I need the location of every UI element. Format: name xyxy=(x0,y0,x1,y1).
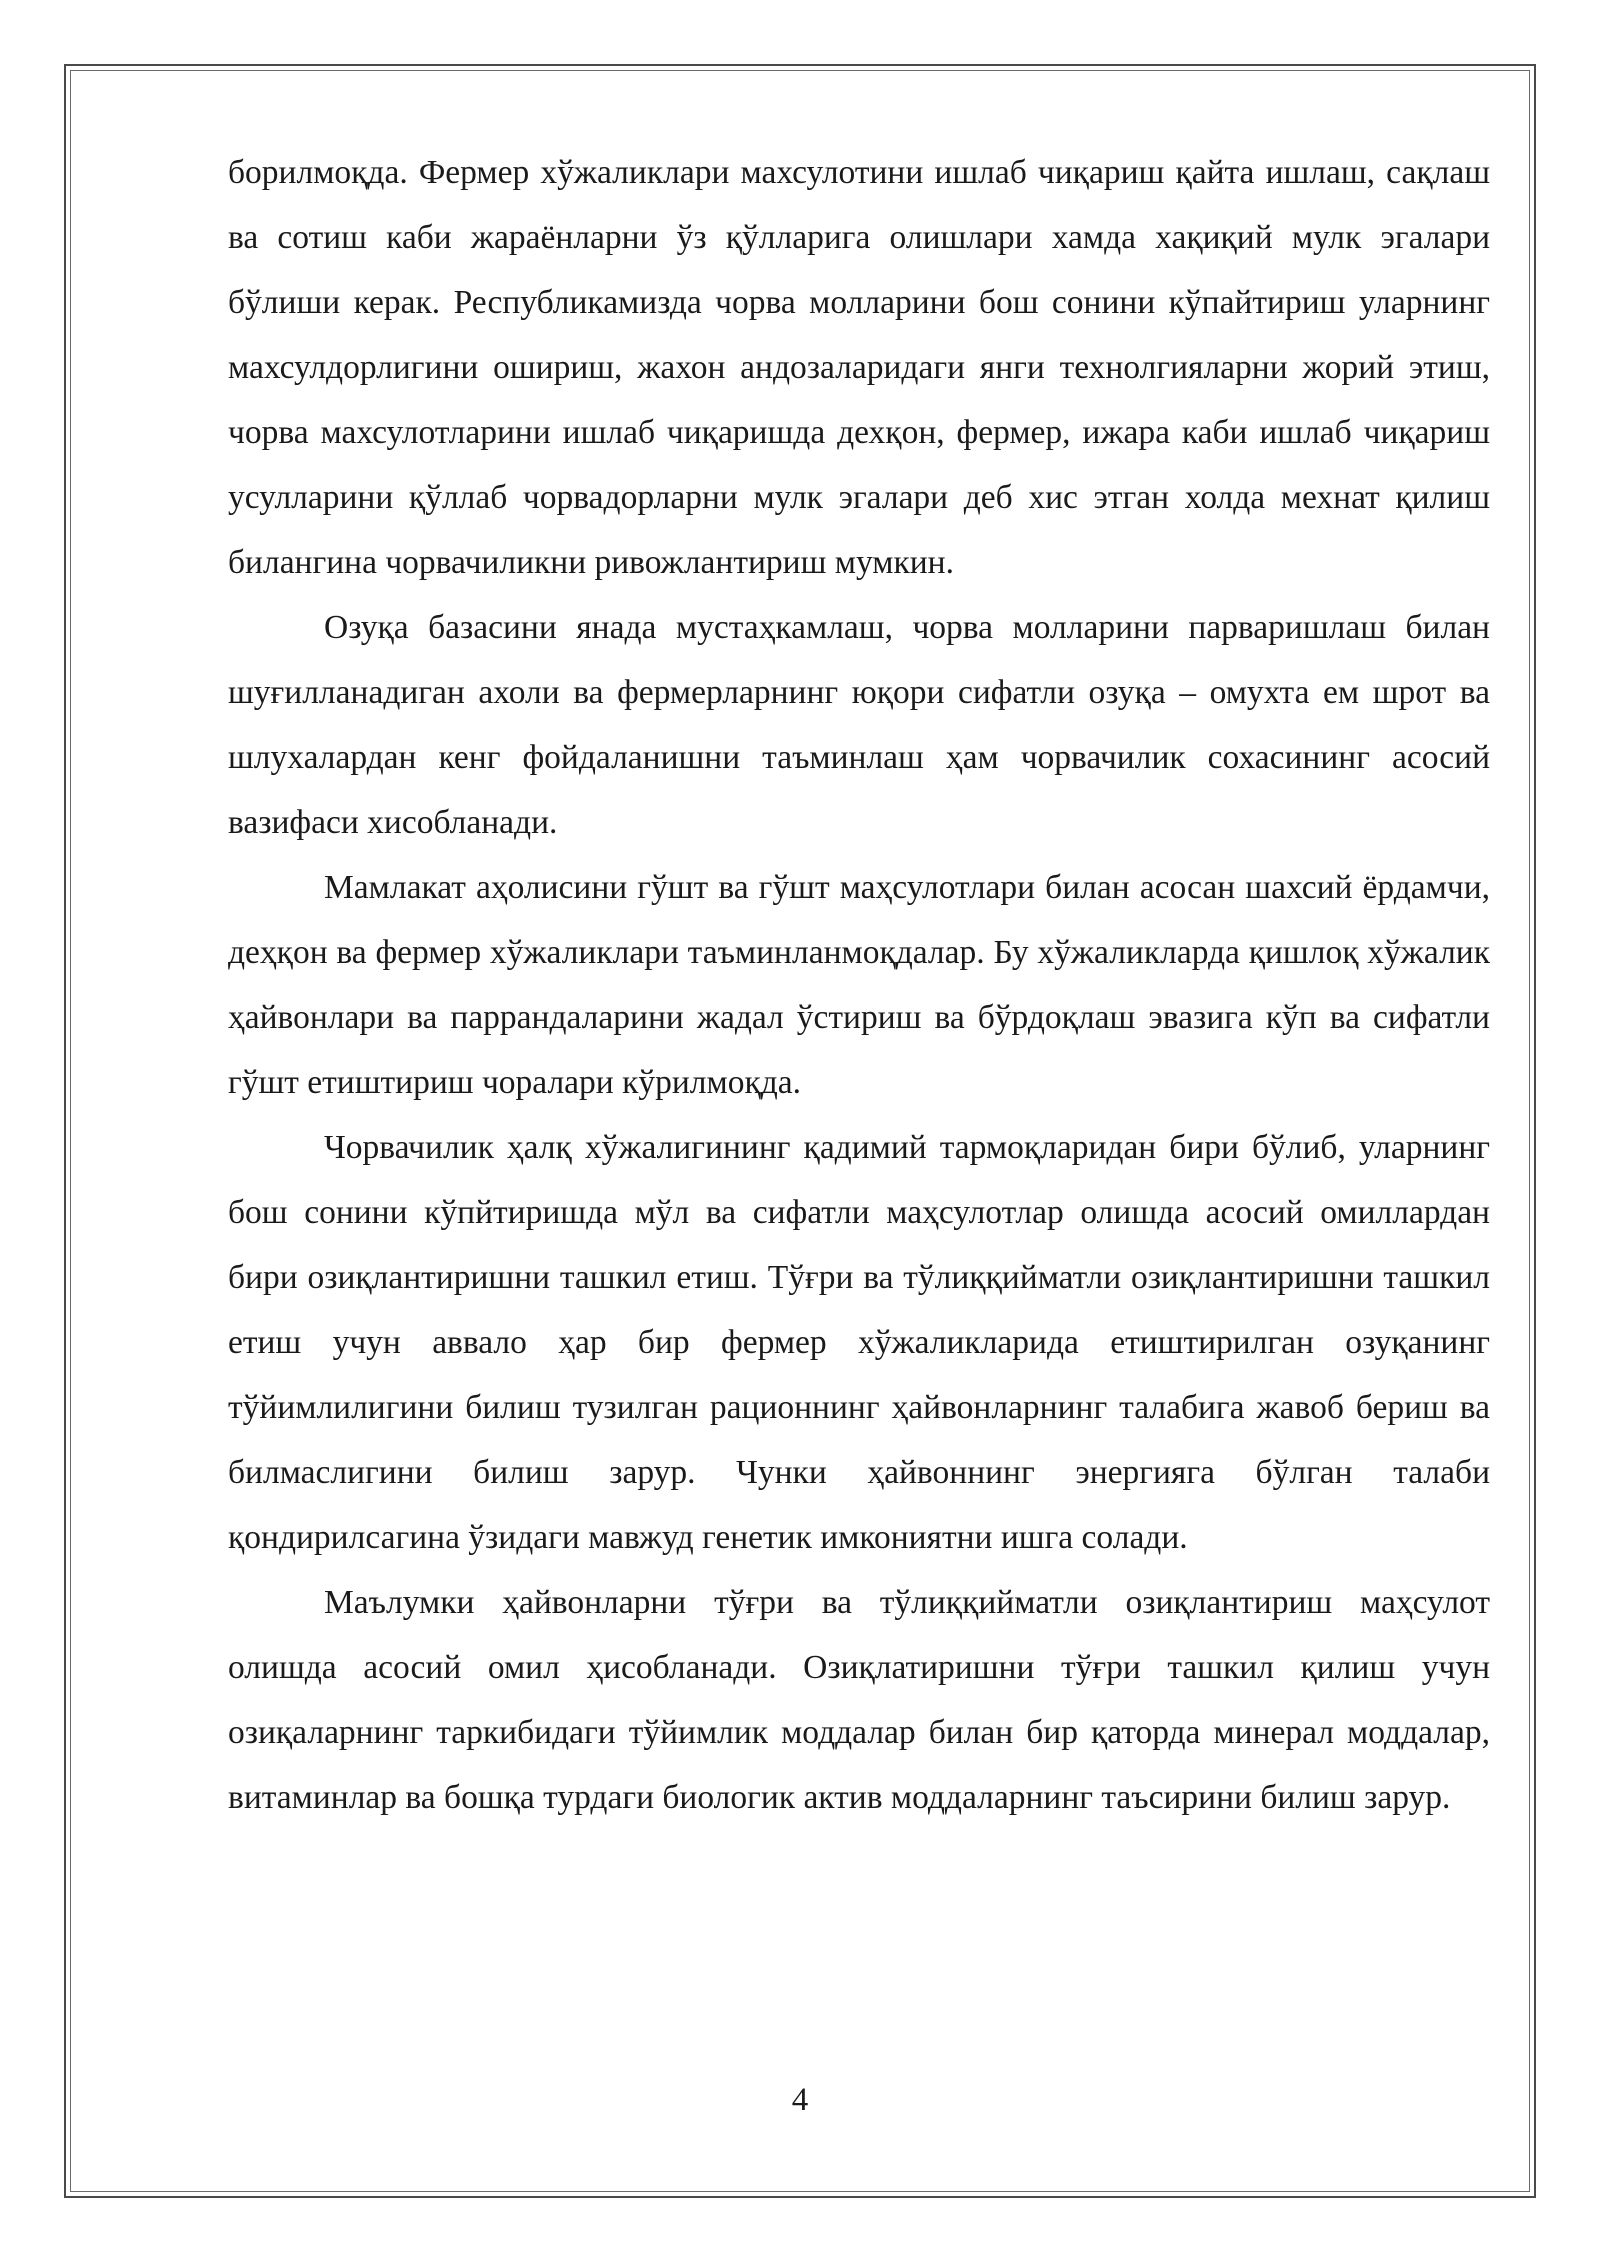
document-body xyxy=(228,140,1490,1830)
page-number: 4 xyxy=(791,2082,809,2118)
paragraph-5: Маълумки ҳайвонларни тўғри ва тўлиққийматли озиқлантириш маҳсулот олишда асосий омил ҳисобланади. Озиқлатиришни тўғри ташкил қилиш учун озиқаларнинг таркибидаги тўйимлик моддалар билан бир қаторда минерал моддалар, витаминлар ва бошқа турдаги биологик актив моддаларнинг таъсирини билиш зарур. xyxy=(228,1584,1490,1816)
paragraph-2: Озуқа базасини янада мустаҳкамлаш, чорва молларини парваришлаш билан шуғилланадиган ахоли ва фермерларнинг юқори сифатли озуқа – омухта ем шрот ва шлухалардан кенг фойдаланишни таъминлаш ҳам чорвачилик сохасининг асосий вазифаси хисобланади. xyxy=(228,609,1490,841)
paragraph-1: борилмоқда. Фермер хўжаликлари махсулотини ишлаб чиқариш қайта ишлаш, сақлаш ва сотиш каби жараёнларни ўз қўлларига олишлари хамда хақиқий мулк эгалари бўлиши керак. Республикамизда чорва молларини бош сонини кўпайтириш уларнинг махсулдорлигини ошириш, жахон андозаларидаги янги технолгияларни жорий этиш, чорва махсулотларини ишлаб чиқаришда дехқон, фермер, ижара каби ишлаб чиқариш усулларини қўллаб чорвадорларни мулк эгалари деб хис этган холда мехнат қилиш билангина чорвачиликни ривожлантириш мумкин. xyxy=(228,154,1490,581)
paragraph-3: Мамлакат аҳолисини гўшт ва гўшт маҳсулотлари билан асосан шахсий ёрдамчи, деҳқон ва фермер хўжаликлари таъминланмоқдалар. Бу хўжаликларда қишлоқ хўжалик ҳайвонлари ва паррандаларини жадал ўстириш ва бўрдоқлаш эвазига кўп ва сифатли гўшт етиштириш чоралари кўрилмоқда. xyxy=(228,869,1490,1101)
paragraph-4: Чорвачилик ҳалқ хўжалигининг қадимий тармоқларидан бири бўлиб, уларнинг бош сонини кўпйтиришда мўл ва сифатли маҳсулотлар олишда асосий омиллардан бири озиқлантиришни ташкил етиш. Тўғри ва тўлиққийматли озиқлантиришни ташкил етиш учун аввало ҳар бир фермер хўжаликларида етиштирилган озуқанинг тўйимлилигини билиш тузилган рационнинг ҳайвонларнинг талабига жавоб бериш ва билмаслигини билиш зарур. Чунки ҳайвоннинг энергияга бўлган талаби қондирилсагина ўзидаги мавжуд генетик имкониятни ишга солади. xyxy=(228,1129,1490,1556)
